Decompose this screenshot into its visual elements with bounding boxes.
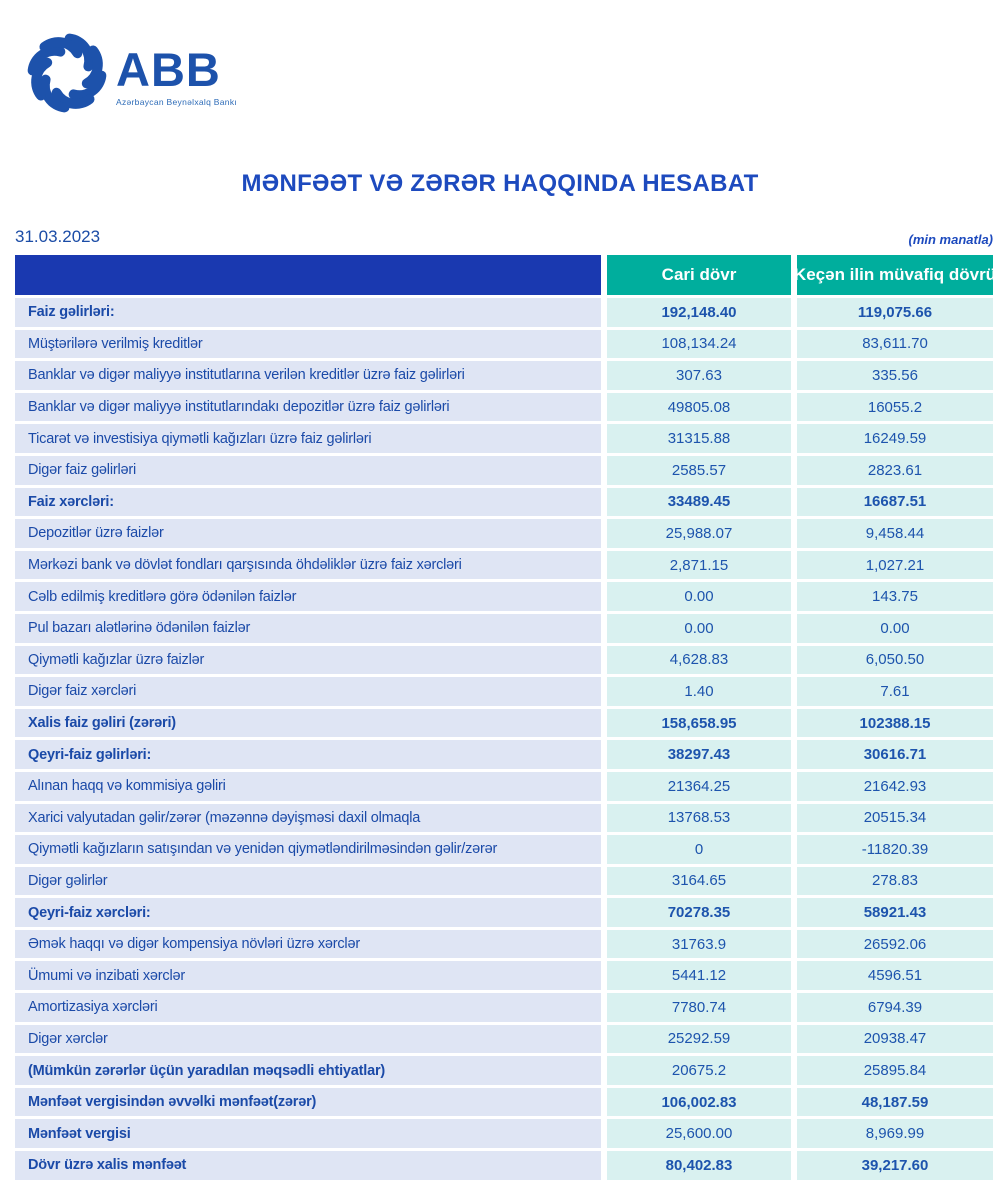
current-period-value: 158,658.95 [607,709,791,738]
meta-row [15,227,993,247]
current-period-value: 49805.08 [607,393,791,422]
table-row [15,1119,993,1148]
current-period-value: 80,402.83 [607,1151,791,1180]
table-row [15,898,993,927]
table-row [15,835,993,864]
row-label: Əmək haqqı və digər kompensiya növləri üzrə xərclər [15,930,601,959]
previous-period-value: 119,075.66 [797,298,993,327]
row-label: (Mümkün zərərlər üçün yaradılan məqsədli ehtiyatlar) [15,1056,601,1085]
table-row [15,1151,993,1180]
table-row [15,361,993,390]
logo-subtitle: Azərbaycan Beynəlxalq Bankı [116,97,238,107]
table-body [15,298,993,1180]
table-row [15,551,993,580]
row-label: Banklar və digər maliyyə institutlarındakı depozitlər üzrə faiz gəlirləri [15,393,601,422]
row-label: Banklar və digər maliyyə institutlarına verilən kreditlər üzrə faiz gəlirləri [15,361,601,390]
previous-period-value: 58921.43 [797,898,993,927]
current-period-value: 33489.45 [607,488,791,517]
row-label: Mənfəət vergisindən əvvəlki mənfəət(zərər) [15,1088,601,1117]
previous-period-value: 7.61 [797,677,993,706]
table-row [15,677,993,706]
table-row [15,614,993,643]
current-period-value: 21364.25 [607,772,791,801]
table-header-row [15,255,997,295]
row-label: Ümumi və inzibati xərclər [15,961,601,990]
current-period-value: 25,988.07 [607,519,791,548]
current-period-value: 5441.12 [607,961,791,990]
previous-period-value: 16687.51 [797,488,993,517]
row-label: Qiymətli kağızların satışından və yenidən qiymətləndirilməsindən gəlir/zərər [15,835,601,864]
table-row [15,993,993,1022]
row-label: Alınan haqq və kommisiya gəliri [15,772,601,801]
header-label-spacer [15,255,601,295]
current-period-value: 31763.9 [607,930,791,959]
previous-period-value: 16249.59 [797,424,993,453]
previous-period-value: 8,969.99 [797,1119,993,1148]
pnl-table [15,255,997,1183]
previous-period-value: 25895.84 [797,1056,993,1085]
previous-period-value: 16055.2 [797,393,993,422]
row-label: Digər gəlirlər [15,867,601,896]
previous-period-value: 30616.71 [797,740,993,769]
row-label: Pul bazarı alətlərinə ödənilən faizlər [15,614,601,643]
table-row [15,772,993,801]
page-title: MƏNFƏƏT VƏ ZƏRƏR HAQQINDA HESABAT [241,170,759,197]
table-row [15,961,993,990]
table-row [15,740,993,769]
previous-period-value: 21642.93 [797,772,993,801]
column-header-current-period: Cari dövr [607,255,791,295]
row-label: Faiz gəlirləri: [15,298,601,327]
current-period-value: 25,600.00 [607,1119,791,1148]
previous-period-value: 20515.34 [797,804,993,833]
table-row [15,1056,993,1085]
row-label: Cəlb edilmiş kreditlərə görə ödənilən faizlər [15,582,601,611]
current-period-value: 31315.88 [607,424,791,453]
logo-wordmark: ABB [116,43,221,96]
previous-period-value: 0.00 [797,614,993,643]
row-label: Dövr üzrə xalis mənfəət [15,1151,601,1180]
logo-text-block [116,43,238,107]
table-row [15,582,993,611]
current-period-value: 25292.59 [607,1025,791,1054]
table-row [15,424,993,453]
previous-period-value: 278.83 [797,867,993,896]
table-row [15,646,993,675]
table-row [15,330,993,359]
current-period-value: 2,871.15 [607,551,791,580]
row-label: Depozitlər üzrə faizlər [15,519,601,548]
previous-period-value: 2823.61 [797,456,993,485]
row-label: Digər xərclər [15,1025,601,1054]
table-row [15,709,993,738]
table-row [15,488,993,517]
current-period-value: 0 [607,835,791,864]
previous-period-value: 48,187.59 [797,1088,993,1117]
current-period-value: 70278.35 [607,898,791,927]
table-row [15,804,993,833]
previous-period-value: 6794.39 [797,993,993,1022]
previous-period-value: 39,217.60 [797,1151,993,1180]
previous-period-value: 83,611.70 [797,330,993,359]
row-label: Digər faiz xərcləri [15,677,601,706]
row-label: Müştərilərə verilmiş kreditlər [15,330,601,359]
current-period-value: 307.63 [607,361,791,390]
current-period-value: 106,002.83 [607,1088,791,1117]
row-label: Xarici valyutadan gəlir/zərər (məzənnə dəyişməsi daxil olmaqla [15,804,601,833]
previous-period-value: 20938.47 [797,1025,993,1054]
table-row [15,1025,993,1054]
current-period-value: 2585.57 [607,456,791,485]
previous-period-value: 6,050.50 [797,646,993,675]
row-label: Qeyri-faiz xərcləri: [15,898,601,927]
table-row [15,298,993,327]
abb-logo [26,32,237,114]
previous-period-value: 4596.51 [797,961,993,990]
current-period-value: 20675.2 [607,1056,791,1085]
unit-note: (min manatla) [908,232,993,247]
current-period-value: 7780.74 [607,993,791,1022]
table-row [15,867,993,896]
previous-period-value: -11820.39 [797,835,993,864]
table-row [15,1088,993,1117]
row-label: Xalis faiz gəliri (zərəri) [15,709,601,738]
row-label: Qiymətli kağızlar üzrə faizlər [15,646,601,675]
row-label: Faiz xərcləri: [15,488,601,517]
row-label: Mərkəzi bank və dövlət fondları qarşısında öhdəliklər üzrə faiz xərcləri [15,551,601,580]
table-row [15,393,993,422]
row-label: Qeyri-faiz gəlirləri: [15,740,601,769]
previous-period-value: 9,458.44 [797,519,993,548]
report-date: 31.03.2023 [15,227,101,246]
previous-period-value: 143.75 [797,582,993,611]
table-row [15,519,993,548]
row-label: Digər faiz gəlirləri [15,456,601,485]
current-period-value: 13768.53 [607,804,791,833]
row-label: Mənfəət vergisi [15,1119,601,1148]
current-period-value: 0.00 [607,582,791,611]
abb-swirl-icon [26,32,108,114]
row-label: Amortizasiya xərcləri [15,993,601,1022]
current-period-value: 1.40 [607,677,791,706]
table-row [15,456,993,485]
previous-period-value: 1,027.21 [797,551,993,580]
current-period-value: 38297.43 [607,740,791,769]
current-period-value: 3164.65 [607,867,791,896]
row-label: Ticarət və investisiya qiymətli kağızları üzrə faiz gəlirləri [15,424,601,453]
column-header-previous-period: Keçən ilin müvafiq dövrü [797,255,993,295]
previous-period-value: 26592.06 [797,930,993,959]
current-period-value: 108,134.24 [607,330,791,359]
previous-period-value: 335.56 [797,361,993,390]
current-period-value: 4,628.83 [607,646,791,675]
previous-period-value: 102388.15 [797,709,993,738]
current-period-value: 0.00 [607,614,791,643]
current-period-value: 192,148.40 [607,298,791,327]
table-row [15,930,993,959]
